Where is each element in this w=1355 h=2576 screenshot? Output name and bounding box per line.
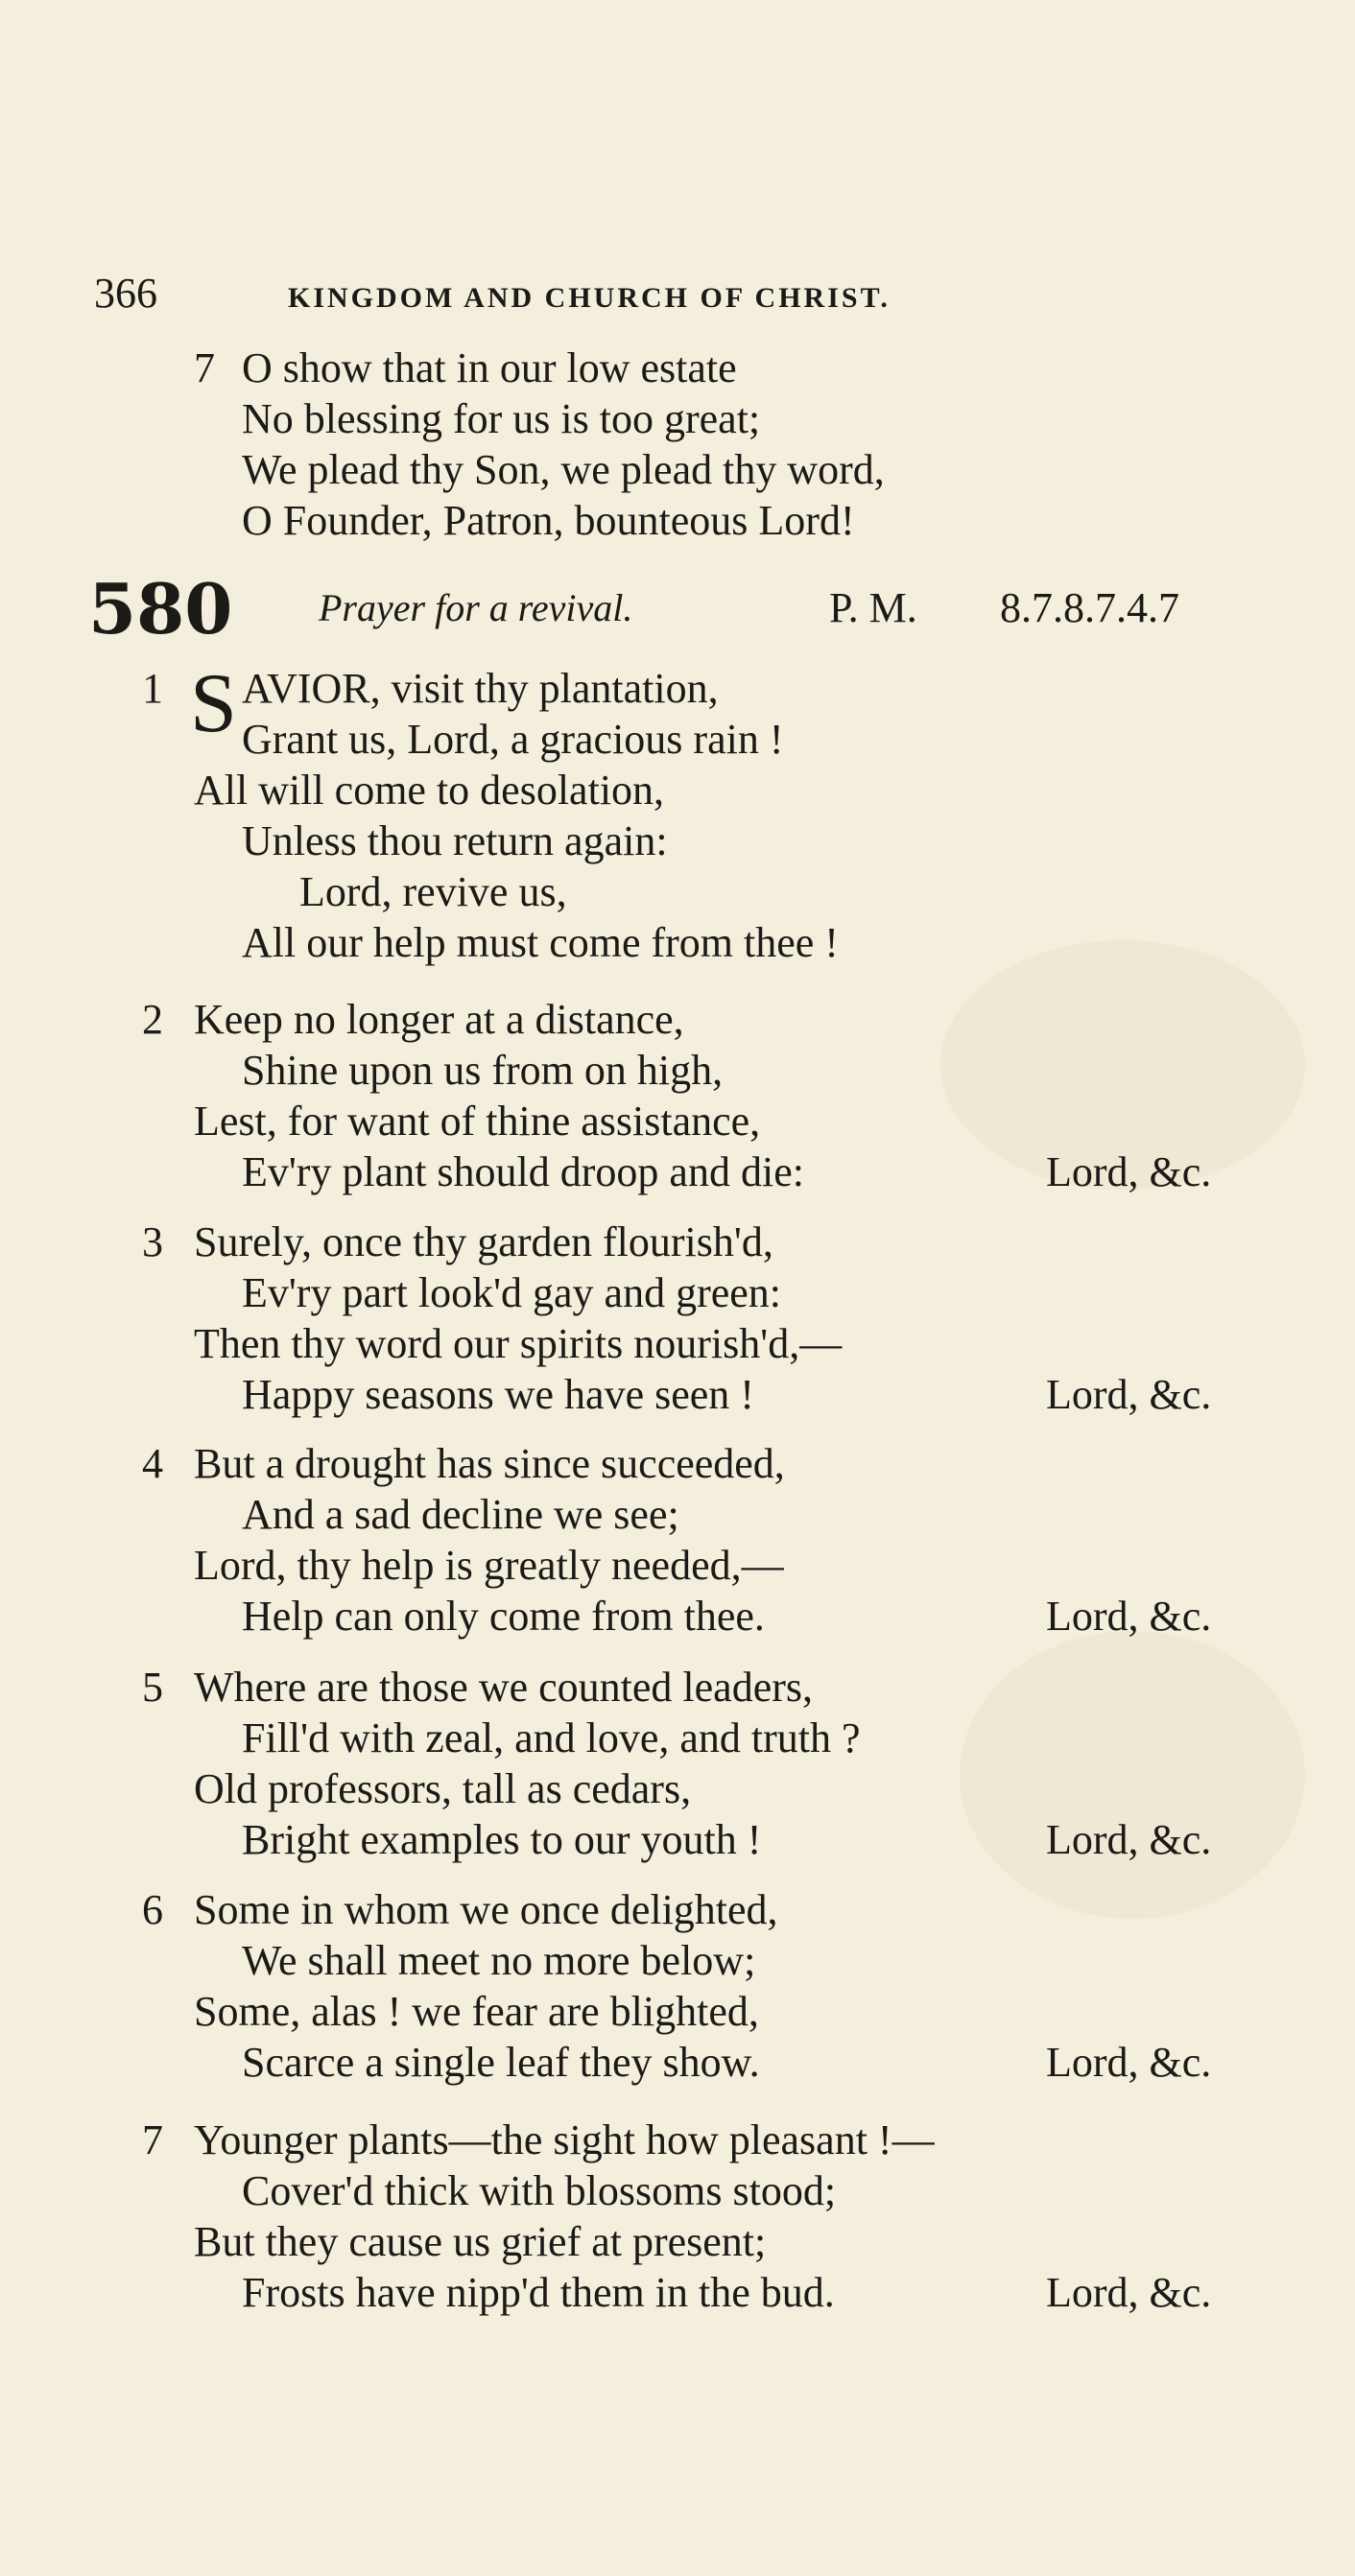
verse-number: 2 bbox=[142, 996, 163, 1043]
hymn-header bbox=[88, 568, 1269, 650]
verse-number: 5 bbox=[142, 1664, 163, 1711]
verse-line: Surely, once thy garden flourish'd, bbox=[194, 1218, 773, 1265]
hymn-metre-pattern: 8.7.8.7.4.7 bbox=[1000, 584, 1179, 631]
verse-line: Scarce a single leaf they show. bbox=[242, 2039, 760, 2086]
verse-line: Grant us, Lord, a gracious rain ! bbox=[242, 716, 784, 763]
running-head: KINGDOM AND CHURCH OF CHRIST. bbox=[288, 282, 891, 314]
verse-line: We shall meet no more below; bbox=[242, 1937, 756, 1984]
verse-line: O Founder, Patron, bounteous Lord! bbox=[242, 497, 855, 544]
verse-line: Lord, thy help is greatly needed,— bbox=[194, 1542, 784, 1589]
refrain-cue: Lord, &c. bbox=[1046, 1371, 1212, 1418]
verse-line: Keep no longer at a distance, bbox=[194, 996, 684, 1043]
verse-line: Where are those we counted leaders, bbox=[194, 1664, 814, 1711]
page-number: 366 bbox=[94, 270, 157, 317]
verse-line: Ev'ry plant should droop and die: bbox=[242, 1148, 804, 1195]
verse-line: Frosts have nipp'd them in the bud. bbox=[242, 2269, 835, 2316]
refrain-cue: Lord, &c. bbox=[1046, 1593, 1212, 1640]
verse-line: But they cause us grief at present; bbox=[194, 2218, 767, 2265]
hymn-meter: P. M. bbox=[829, 584, 917, 631]
verse-line: Then thy word our spirits nourish'd,— bbox=[194, 1320, 843, 1367]
verse-line: But a drought has since succeeded, bbox=[194, 1440, 785, 1487]
refrain-cue: Lord, &c. bbox=[1046, 2039, 1212, 2086]
verse-number: 1 bbox=[142, 665, 163, 712]
refrain-cue: Lord, &c. bbox=[1046, 1816, 1212, 1863]
verse-line: Help can only come from thee. bbox=[242, 1593, 765, 1640]
refrain-cue: Lord, &c. bbox=[1046, 2269, 1212, 2316]
verse-line: No blessing for us is too great; bbox=[242, 395, 761, 442]
verse-line: We plead thy Son, we plead thy word, bbox=[242, 446, 885, 493]
paper-stain bbox=[960, 1631, 1305, 1919]
verse-line: Shine upon us from on high, bbox=[242, 1047, 724, 1094]
verse-line: All our help must come from thee ! bbox=[242, 919, 839, 966]
verse-line: Lest, for want of thine assistance, bbox=[194, 1098, 761, 1145]
verse-line: AVIOR, visit thy plantation, bbox=[242, 665, 719, 712]
verse-line: Younger plants—the sight how pleasant !— bbox=[194, 2116, 935, 2163]
verse-line: Lord, revive us, bbox=[299, 868, 567, 915]
verse-number: 7 bbox=[194, 344, 215, 391]
verse-line: And a sad decline we see; bbox=[242, 1491, 679, 1538]
verse-line: Old professors, tall as cedars, bbox=[194, 1765, 692, 1812]
page-header bbox=[94, 269, 1265, 326]
verse-line: Ev'ry part look'd gay and green: bbox=[242, 1269, 782, 1316]
verse-line: Cover'd thick with blossoms stood; bbox=[242, 2167, 837, 2214]
verse-number: 3 bbox=[142, 1218, 163, 1265]
verse-number: 4 bbox=[142, 1440, 163, 1487]
hymn-number: 580 bbox=[88, 568, 233, 650]
drop-cap: S bbox=[190, 657, 237, 750]
verse-line: All will come to desolation, bbox=[194, 767, 665, 814]
verse-line: Some, alas ! we fear are blighted, bbox=[194, 1988, 759, 2035]
refrain-cue: Lord, &c. bbox=[1046, 1148, 1212, 1195]
verse-line: Unless thou return again: bbox=[242, 817, 668, 864]
verse-line: Bright examples to our youth ! bbox=[242, 1816, 762, 1863]
verse-line: Some in whom we once delighted, bbox=[194, 1886, 778, 1933]
verse-number: 7 bbox=[142, 2116, 163, 2163]
hymn-title: Prayer for a revival. bbox=[319, 586, 633, 629]
verse-line: Happy seasons we have seen ! bbox=[242, 1371, 754, 1418]
verse-line: O show that in our low estate bbox=[242, 344, 737, 391]
verse-number: 6 bbox=[142, 1886, 163, 1933]
verse-line: Fill'd with zeal, and love, and truth ? bbox=[242, 1714, 861, 1761]
